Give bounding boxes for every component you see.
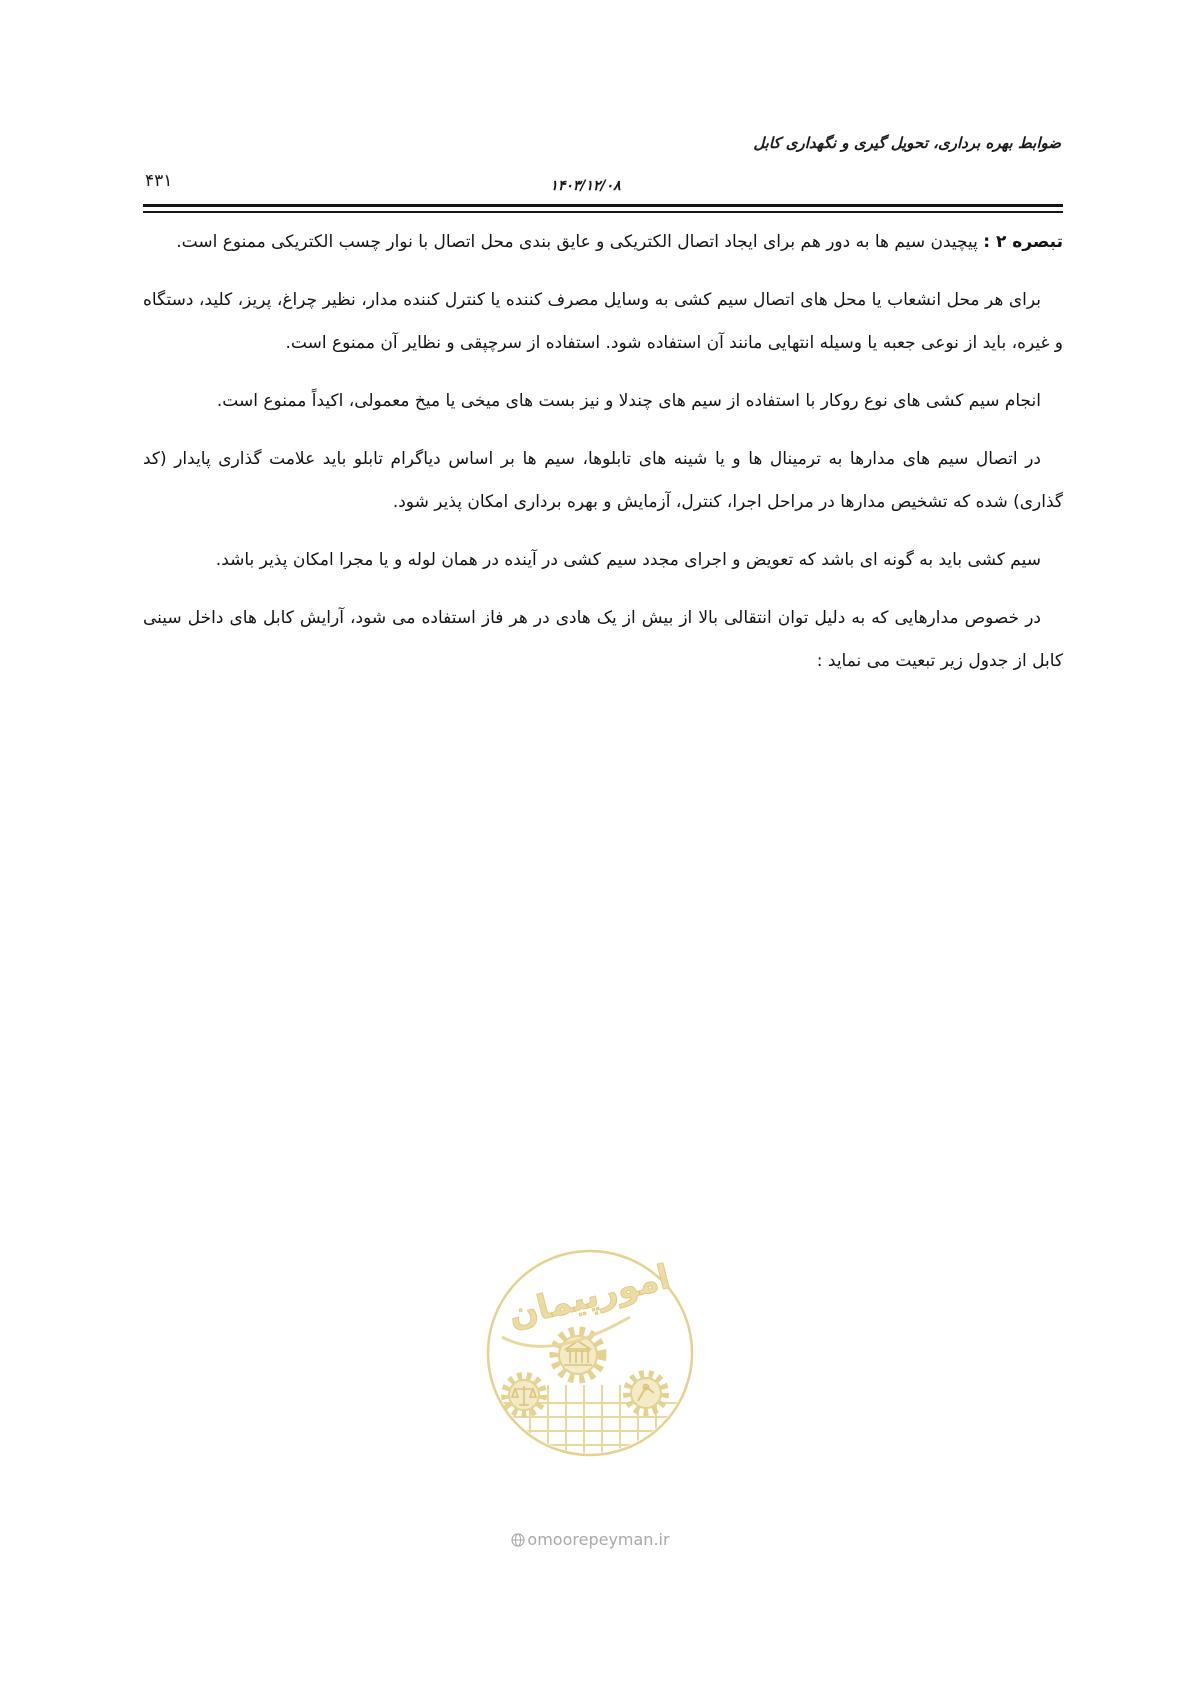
header-rule-thin xyxy=(143,211,1063,213)
watermark-url xyxy=(0,1530,1181,1549)
gear-icon xyxy=(627,1374,665,1412)
note-paragraph xyxy=(143,221,1063,264)
document-body xyxy=(143,221,1063,698)
globe-icon xyxy=(511,1533,525,1547)
paragraph: در خصوص مدارهایی که به دلیل توان انتقالی بالا از بیش از یک هادی در هر فاز استفاده می شود، آرایش کابل های داخل سینی کابل از جدول زیر تبعیت می نماید : xyxy=(143,608,1063,671)
watermark-logo xyxy=(480,1245,700,1465)
watermark-url-text: omoorepeyman.ir xyxy=(527,1530,670,1549)
logo-text: امورپیمان xyxy=(504,1256,675,1336)
paragraph: سیم کشی باید به گونه ای باشد که تعویض و اجرای مجدد سیم کشی در آینده در همان لوله و یا مجرا امکان پذیر باشد. xyxy=(215,550,1041,570)
gear-icon xyxy=(554,1331,602,1379)
note-text: پیچیدن سیم ها به دور هم برای ایجاد اتصال الکتریکی و عایق بندی محل اتصال با نوار چسب الکتریکی ممنوع است. xyxy=(176,232,978,252)
header-rule-thick xyxy=(143,204,1063,207)
note-label: تبصره ۲ : xyxy=(983,232,1063,252)
document-date: ۱۴۰۳/۱۲/۰۸ xyxy=(550,178,621,194)
page-number: ۴۳۱ xyxy=(145,171,173,191)
document-title: ضوابط بهره برداری، تحویل گیری و نگهداری کابل xyxy=(753,134,1061,152)
paragraph: در اتصال سیم های مدارها به ترمینال ها و یا شینه های تابلوها، سیم ها بر اساس دیاگرام تابلو باید علامت گذاری پایدار (کد گذاری) شده که تشخیص مدارها در مراحل اجرا، کنترل، آزمایش و بهره برداری امکان پذیر شود. xyxy=(143,449,1063,512)
paragraph: برای هر محل انشعاب یا محل های اتصال سیم کشی به وسایل مصرف کننده یا کنترل کننده مدار، نظیر چراغ، پریز، کلید، دستگاه و غیره، باید از نوعی جعبه یا وسیله انتهایی مانند آن استفاده شود. استفاده از سرچپقی و نظایر آن ممنوع است. xyxy=(143,290,1063,353)
paragraph: انجام سیم کشی های نوع روکار با استفاده از سیم های چندلا و نیز بست های میخی یا میخ معمولی، اکیداً ممنوع است. xyxy=(216,391,1041,411)
